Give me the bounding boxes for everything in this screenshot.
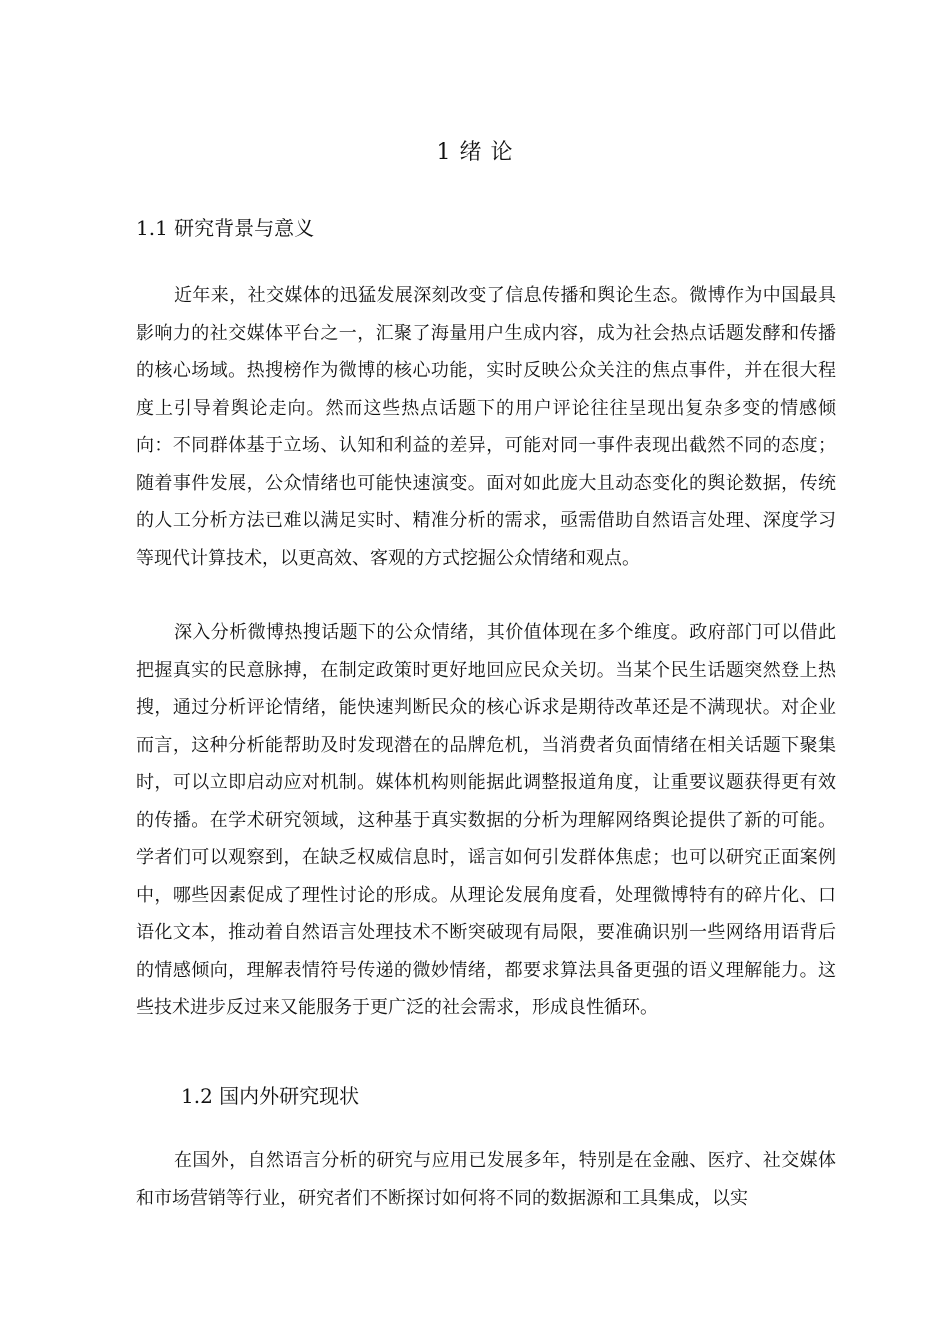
paragraph-background: 近年来，社交媒体的迅猛发展深刻改变了信息传播和舆论生态。微博作为中国最具影响力的社交媒体平台之一，汇聚了海量用户生成内容，成为社会热点话题发酵和传播的核心场域。热搜榜作为微博的核心功能，实时反映公众关注的焦点事件，并在很大程度上引导着舆论走向。然而这些热点话题下的用户评论往往呈现出复杂多变的情感倾向：不同群体基于立场、认知和利益的差异，可能对同一事件表现出截然不同的态度；随着事件发展，公众情绪也可能快速演变。面对如此庞大且动态变化的舆论数据，传统的人工分析方法已难以满足实时、精准分析的需求，亟需借助自然语言处理、深度学习等现代计算技术，以更高效、客观的方式挖掘公众情绪和观点。: [136, 285, 836, 569]
section-heading-1-1: 1.1 研究背景与意义: [136, 216, 315, 240]
chapter-title: 1 绪 论: [436, 140, 514, 165]
paragraph-research-status: 在国外，自然语言分析的研究与应用已发展多年，特别是在金融、医疗、社交媒体和市场营销等行业，研究者们不断探讨如何将不同的数据源和工具集成，以实: [136, 1150, 836, 1209]
section-heading-1-2: 1.2 国内外研究现状: [181, 1084, 360, 1108]
paragraph-significance: 深入分析微博热搜话题下的公众情绪，其价值体现在多个维度。政府部门可以借此把握真实的民意脉搏，在制定政策时更好地回应民众关切。当某个民生话题突然登上热搜，通过分析评论情绪，能快速判断民众的核心诉求是期待改革还是不满现状。对企业而言，这种分析能帮助及时发现潜在的品牌危机，当消费者负面情绪在相关话题下聚集时，可以立即启动应对机制。媒体机构则能据此调整报道角度，让重要议题获得更有效的传播。在学术研究领域，这种基于真实数据的分析为理解网络舆论提供了新的可能。学者们可以观察到，在缺乏权威信息时，谣言如何引发群体焦虑；也可以研究正面案例中，哪些因素促成了理性讨论的形成。从理论发展角度看，处理微博特有的碎片化、口语化文本，推动着自然语言处理技术不断突破现有局限，要准确识别一些网络用语背后的情感倾向，理解表情符号传递的微妙情绪，都要求算法具备更强的语义理解能力。这些技术进步反过来又能服务于更广泛的社会需求，形成良性循环。: [136, 622, 836, 1018]
